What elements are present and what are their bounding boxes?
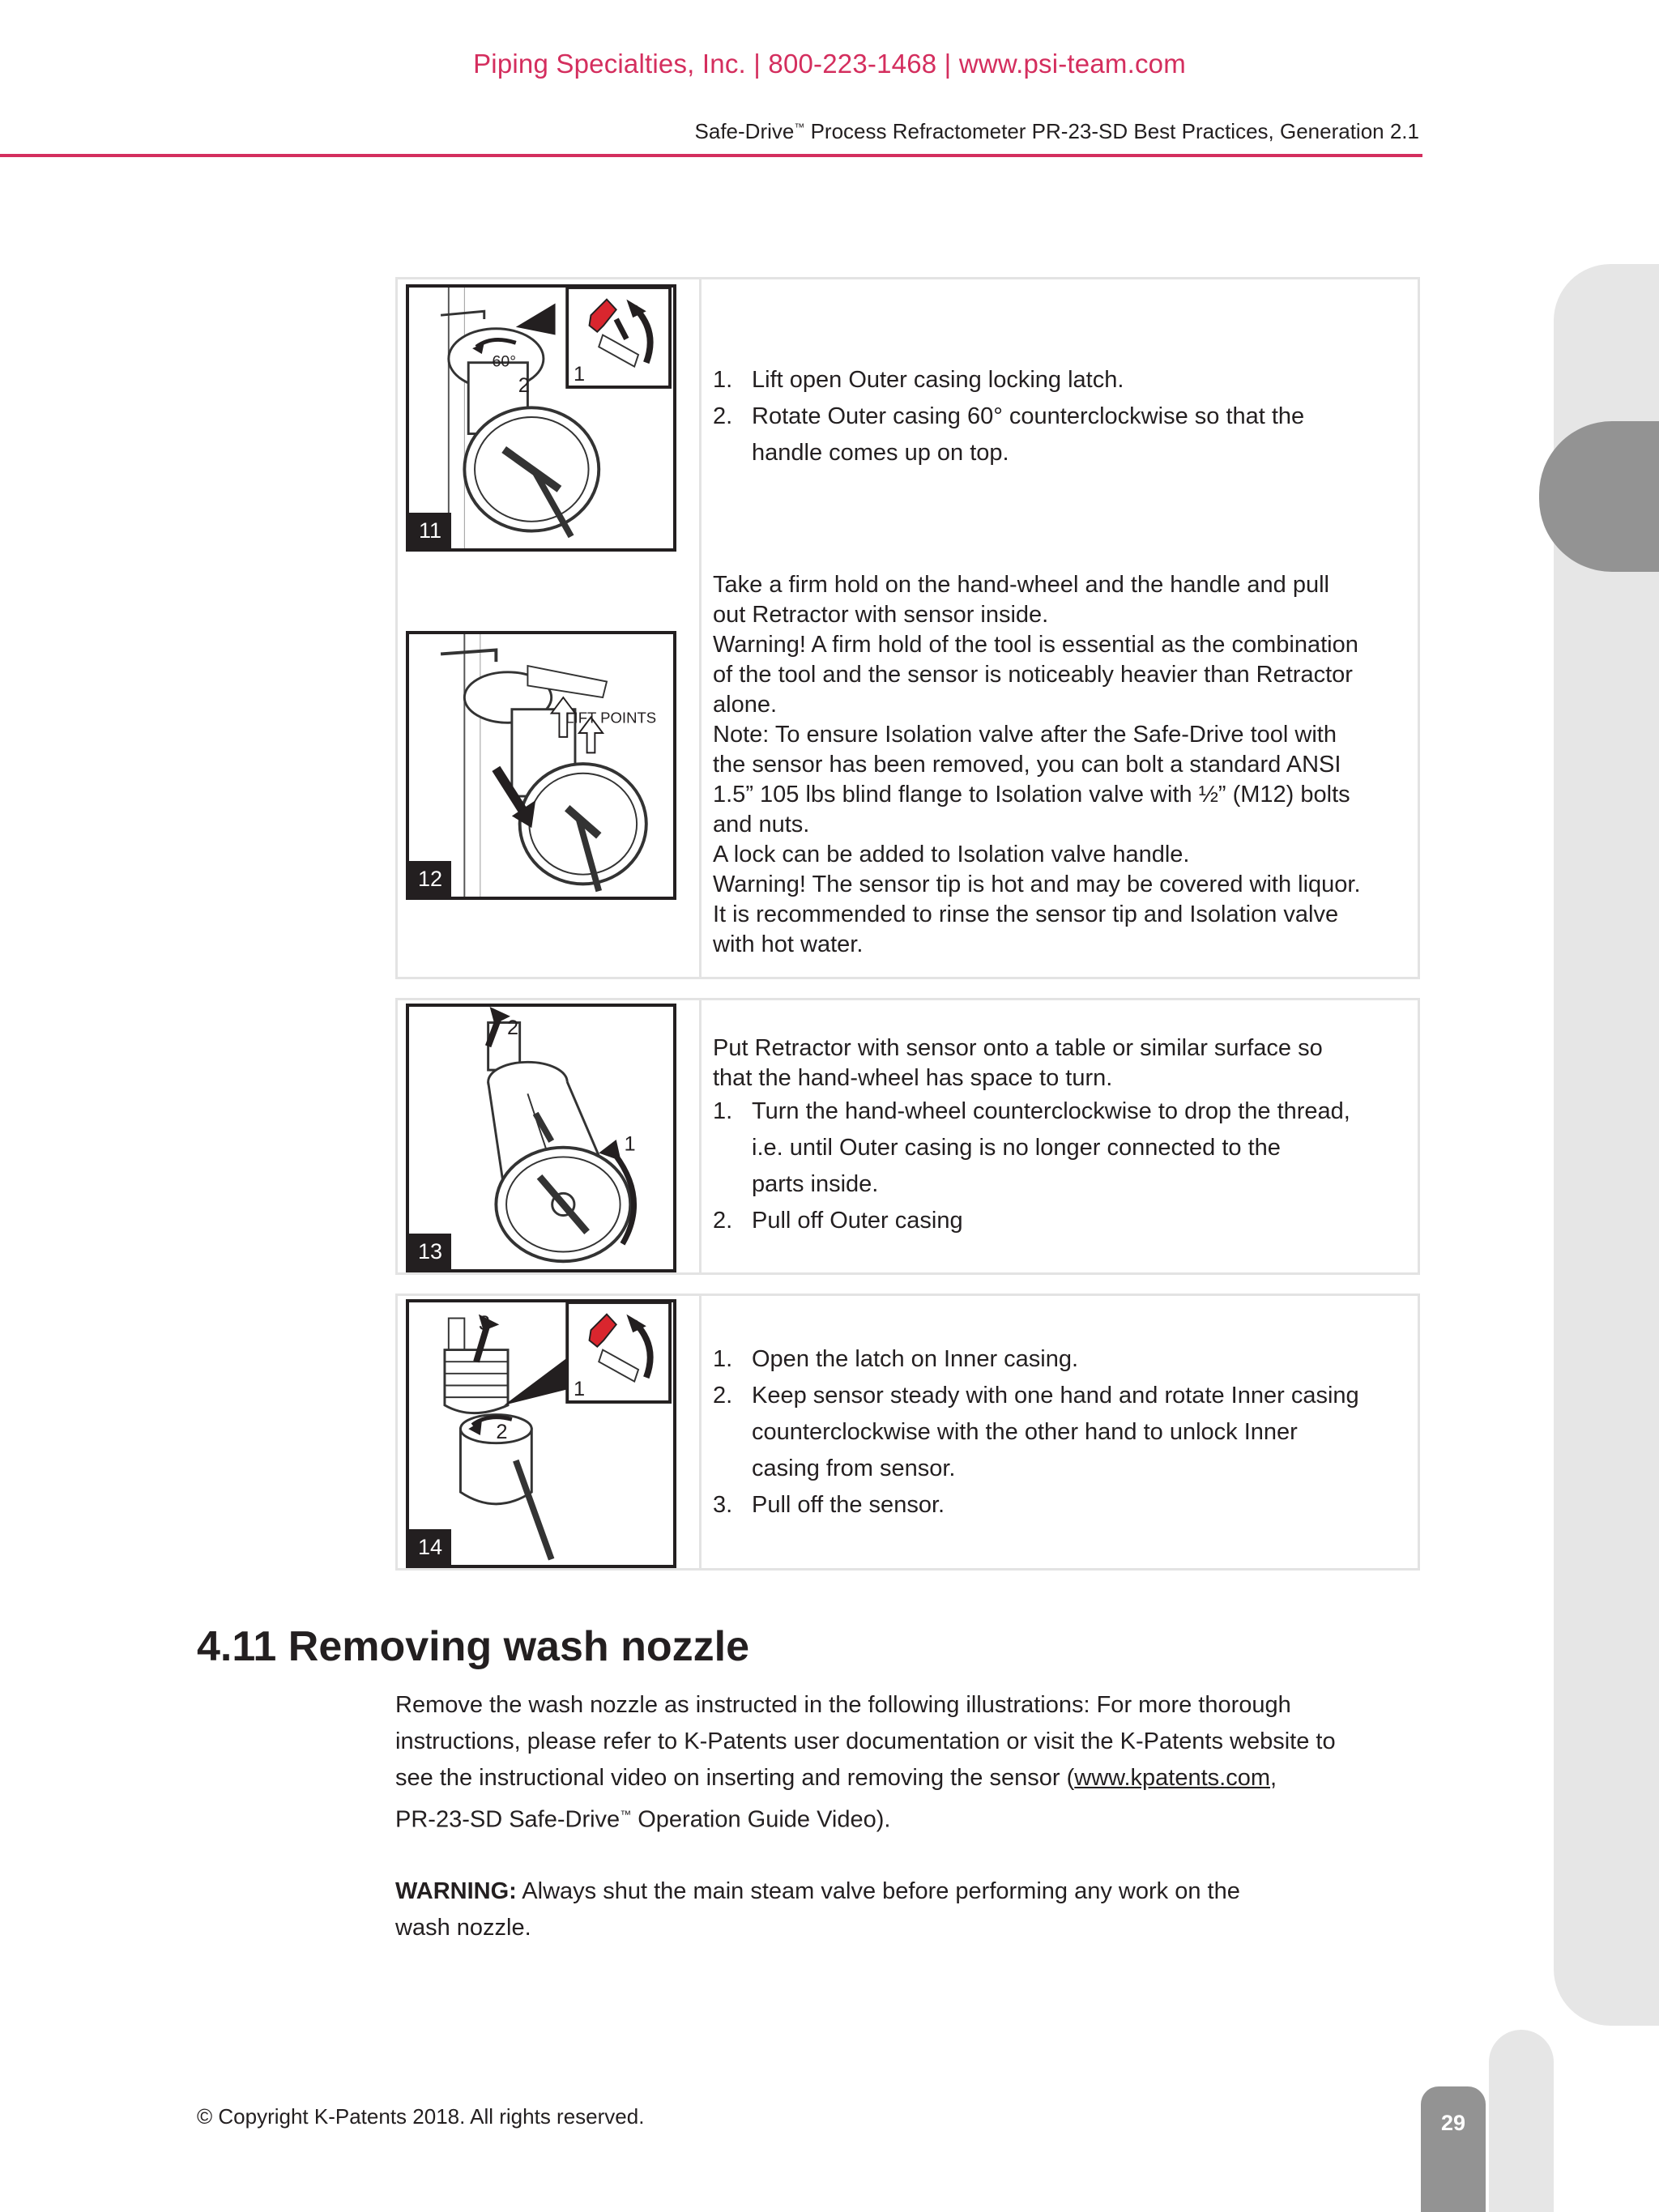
page-number: 29: [1440, 2111, 1466, 2135]
step-table-13: [395, 998, 1420, 1275]
step-14-image-cell: [398, 1296, 702, 1568]
step-13-list: [713, 1093, 1408, 1239]
step-13-text: [702, 1000, 1418, 1272]
body-line: instructions, please refer to K-Patents user documentation or visit the K-Patents website to: [395, 1728, 1336, 1754]
section-heading: 4.11 Removing wash nozzle: [197, 1623, 749, 1670]
list-item: 1. Open the latch on Inner casing.: [713, 1345, 1079, 1372]
step-number-14: 14: [409, 1529, 451, 1565]
list-item: i.e. until Outer casing is no longer connected to the: [752, 1135, 1281, 1161]
step-number-11: 11: [409, 513, 451, 548]
text-line: Note: To ensure Isolation valve after the Safe-Drive tool with: [713, 722, 1337, 748]
kpatents-link[interactable]: www.kpatents.com: [1074, 1765, 1271, 1791]
text-line: of the tool and the sensor is noticeably heavier than Retractor: [713, 662, 1353, 688]
retractor-rotate-illustration: [409, 288, 673, 548]
text-line: Put Retractor with sensor onto a table or similar surface so: [713, 1035, 1323, 1061]
text-line: and nuts.: [713, 812, 810, 837]
retractor-pull-illustration: [409, 634, 673, 897]
text-line: 1.5” 105 lbs blind flange to Isolation valve with ½” (M12) bolts: [713, 782, 1350, 808]
header-document-title: [695, 119, 1419, 144]
callout-1: 1: [624, 1132, 636, 1156]
callout-1: 1: [574, 1378, 586, 1401]
warning-line: wash nozzle.: [395, 1914, 531, 1941]
body-line: Remove the wash nozzle as instructed in the following illustrations: For more thorough: [395, 1692, 1291, 1718]
list-item: 1. Lift open Outer casing locking latch.: [713, 366, 1124, 393]
subtitle-rest: Process Refractometer PR-23-SD Best Practices, Generation 2.1: [804, 119, 1419, 143]
text-line: alone.: [713, 692, 778, 718]
step-13-image-cell: [398, 1000, 702, 1272]
callout-2: 2: [496, 1420, 508, 1443]
warning-line: WARNING: Always shut the main steam valve before performing any work on the: [395, 1877, 1240, 1904]
body-line: PR-23-SD Safe-Drive™ Operation Guide Video).: [395, 1806, 891, 1833]
step-11-image-cell: [398, 279, 702, 553]
step-12-image-cell: [398, 553, 702, 977]
list-item: 2. Rotate Outer casing 60° counterclockwise so that the: [713, 403, 1305, 429]
text-line: Take a firm hold on the hand-wheel and the handle and pull: [713, 572, 1329, 598]
list-item: counterclockwise with the other hand to unlock Inner: [752, 1418, 1298, 1445]
section-body: [395, 1687, 1424, 1946]
page-number-badge: [1421, 2086, 1486, 2212]
step-number-13: 13: [409, 1234, 451, 1269]
list-item: handle comes up on top.: [752, 439, 1009, 466]
text-line: Warning! A firm hold of the tool is essential as the combination: [713, 632, 1358, 658]
inner-casing-illustration: [409, 1302, 673, 1565]
text-line: Warning! The sensor tip is hot and may be covered with liquor.: [713, 872, 1361, 897]
outer-casing-illustration: [409, 1007, 673, 1269]
footer-copyright: © Copyright K-Patents 2018. All rights reserved.: [197, 2104, 645, 2129]
step-14-illustration: [406, 1299, 676, 1568]
step-13-illustration: [406, 1004, 676, 1272]
list-item: parts inside.: [752, 1171, 879, 1197]
step-11-list: [713, 362, 1408, 471]
step-table-11: [395, 277, 1420, 556]
callout-3: 3: [478, 1312, 491, 1336]
callout-2: 2: [507, 1016, 519, 1040]
callout-2: 2: [518, 373, 530, 397]
page-tab-strip: [1489, 2030, 1554, 2212]
body-line: see the instructional video on inserting and removing the sensor (www.kpatents.com,: [395, 1765, 1277, 1791]
text-line: the sensor has been removed, you can bolt a standard ANSI: [713, 752, 1341, 778]
text-line: It is recommended to rinse the sensor tip and Isolation valve: [713, 901, 1339, 927]
warning-label: WARNING:: [395, 1877, 517, 1904]
callout-lift-points: LIFT POINTS: [565, 709, 657, 727]
step-11-text: [702, 279, 1418, 553]
header-brand-line: Piping Specialties, Inc. | 800-223-1468 | www.psi-team.com: [473, 49, 1186, 79]
trademark-mark: ™: [794, 121, 805, 134]
trademark-mark: ™: [620, 1808, 632, 1821]
list-item: 3. Pull off the sensor.: [713, 1491, 945, 1518]
step-table-12: [395, 553, 1420, 979]
step-12-text: [702, 553, 1418, 977]
step-11-illustration: [406, 284, 676, 552]
header-rule: [0, 154, 1422, 157]
text-line: A lock can be added to Isolation valve handle.: [713, 842, 1190, 867]
step-table-14: [395, 1294, 1420, 1571]
list-item: 2. Keep sensor steady with one hand and rotate Inner casing: [713, 1382, 1359, 1409]
subtitle-prefix: Safe-Drive: [694, 119, 795, 143]
callout-1: 1: [574, 363, 586, 386]
text-line: out Retractor with sensor inside.: [713, 602, 1049, 628]
text-line: that the hand-wheel has space to turn.: [713, 1065, 1113, 1091]
step-number-12: 12: [409, 861, 451, 897]
text-line: with hot water.: [713, 931, 864, 957]
list-item: 1. Turn the hand-wheel counterclockwise to drop the thread,: [713, 1098, 1350, 1124]
step-12-illustration: [406, 631, 676, 900]
list-item: 2. Pull off Outer casing: [713, 1208, 963, 1234]
callout-60-degrees: 60°: [492, 352, 517, 371]
step-14-text: [702, 1296, 1418, 1568]
list-item: casing from sensor.: [752, 1455, 956, 1481]
step-14-list: [713, 1341, 1408, 1524]
